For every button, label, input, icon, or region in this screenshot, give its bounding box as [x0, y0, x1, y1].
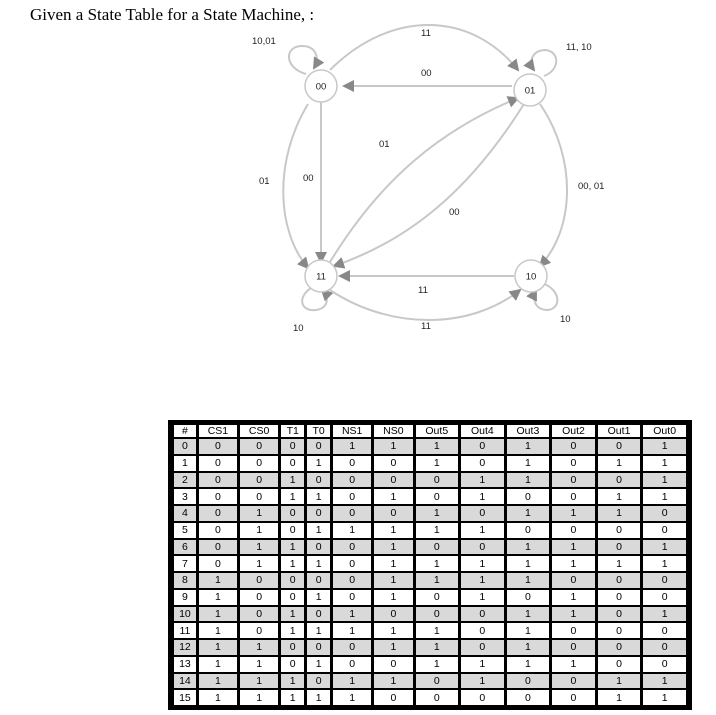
- table-cell: 0: [552, 523, 595, 538]
- table-cell: 1: [552, 590, 595, 605]
- table-cell: 0: [416, 473, 459, 488]
- table-row: [174, 607, 686, 622]
- table-cell: 0: [461, 690, 504, 705]
- label-arc-00-01: 11: [421, 28, 431, 39]
- table-cell: 1: [281, 674, 304, 689]
- table-cell: 1: [552, 657, 595, 672]
- table-cell: 0: [552, 623, 595, 638]
- table-cell: 1: [307, 489, 330, 504]
- table-cell: 0: [307, 607, 330, 622]
- edge-01-to-11: [334, 104, 524, 266]
- table-cell: 1: [199, 657, 237, 672]
- table-cell: 1: [643, 690, 686, 705]
- table-cell: 1: [461, 523, 504, 538]
- table-cell: 0: [307, 640, 330, 655]
- label-diag-01-11: 00: [449, 207, 460, 218]
- table-cell: 1: [416, 573, 459, 588]
- table-cell: 0: [643, 657, 686, 672]
- table-cell: 0: [643, 573, 686, 588]
- table-cell: 0: [333, 473, 371, 488]
- table-cell: 0: [598, 607, 641, 622]
- table-cell: 0: [199, 523, 237, 538]
- table-cell: 0: [461, 607, 504, 622]
- table-cell: 0: [199, 540, 237, 555]
- table-cell: 8: [174, 573, 196, 588]
- table-cell: 0: [598, 640, 641, 655]
- table-row: [174, 674, 686, 689]
- table-cell: 3: [174, 489, 196, 504]
- table-row: [174, 556, 686, 571]
- table-cell: 0: [374, 657, 412, 672]
- table-cell: 0: [416, 489, 459, 504]
- self-loop-01: [531, 50, 556, 76]
- table-cell: 1: [307, 623, 330, 638]
- table-cell: 1: [643, 607, 686, 622]
- table-cell: 1: [174, 456, 196, 471]
- table-cell: 0: [643, 623, 686, 638]
- label-diag-11-01: 01: [379, 139, 390, 150]
- table-cell: 1: [307, 657, 330, 672]
- table-cell: 1: [598, 674, 641, 689]
- table-cell: 0: [416, 540, 459, 555]
- table-cell: 0: [199, 456, 237, 471]
- table-cell: 7: [174, 556, 196, 571]
- table-cell: 1: [416, 657, 459, 672]
- table-cell: 1: [461, 489, 504, 504]
- table-cell: 5: [174, 523, 196, 538]
- table-cell: 0: [552, 489, 595, 504]
- table-cell: 0: [643, 640, 686, 655]
- table-cell: 1: [461, 556, 504, 571]
- table-cell: 0: [281, 640, 304, 655]
- table-cell: 0: [333, 573, 371, 588]
- table-cell: 1: [281, 623, 304, 638]
- table-cell: 1: [507, 556, 550, 571]
- table-cell: 0: [598, 623, 641, 638]
- table-cell: 0: [552, 573, 595, 588]
- table-cell: 1: [598, 489, 641, 504]
- label-line-10-11: 11: [418, 285, 428, 296]
- label-arc-01-10: 00, 01: [578, 181, 605, 192]
- table-row: [174, 640, 686, 655]
- table-cell: 1: [240, 640, 278, 655]
- table-cell: 1: [374, 439, 412, 454]
- table-cell: 0: [281, 590, 304, 605]
- table-cell: 1: [461, 657, 504, 672]
- table-cell: 1: [307, 690, 330, 705]
- label-arc-00-11: 01: [259, 176, 270, 187]
- table-cell: 1: [374, 523, 412, 538]
- label-arc-11-10: 11: [421, 321, 431, 332]
- table-cell: 0: [281, 657, 304, 672]
- table-cell: 1: [240, 657, 278, 672]
- table-cell: 1: [333, 523, 371, 538]
- table-cell: 0: [643, 523, 686, 538]
- table-cell: 1: [643, 556, 686, 571]
- table-cell: 0: [507, 674, 550, 689]
- table-cell: 1: [416, 506, 459, 521]
- table-cell: 0: [199, 506, 237, 521]
- table-cell: 0: [552, 690, 595, 705]
- table-cell: 0: [598, 523, 641, 538]
- table-cell: 1: [416, 640, 459, 655]
- header-out5: Out5: [416, 425, 459, 437]
- table-row: [174, 473, 686, 488]
- state-01: [514, 74, 546, 106]
- table-cell: 1: [598, 556, 641, 571]
- table-cell: 1: [461, 473, 504, 488]
- table-cell: 1: [240, 506, 278, 521]
- table-cell: 1: [598, 456, 641, 471]
- table-cell: 1: [333, 439, 371, 454]
- table-cell: 0: [461, 540, 504, 555]
- arc-00-to-11: [283, 104, 308, 268]
- table-cell: 0: [416, 674, 459, 689]
- header-ns0: NS0: [374, 425, 412, 437]
- table-cell: 0: [552, 473, 595, 488]
- table-cell: 0: [307, 573, 330, 588]
- table-cell: 1: [643, 489, 686, 504]
- table-cell: 1: [416, 456, 459, 471]
- header-cs0: CS0: [240, 425, 278, 437]
- table-cell: 1: [598, 506, 641, 521]
- table-cell: 0: [598, 657, 641, 672]
- header-out4: Out4: [461, 425, 504, 437]
- table-cell: 0: [461, 439, 504, 454]
- table-cell: 0: [643, 506, 686, 521]
- table-cell: 0: [333, 456, 371, 471]
- table-cell: 12: [174, 640, 196, 655]
- table-cell: 1: [374, 640, 412, 655]
- table-cell: 1: [240, 540, 278, 555]
- table-cell: 1: [643, 540, 686, 555]
- table-cell: 1: [199, 590, 237, 605]
- state-10: [515, 260, 547, 292]
- table-cell: 1: [199, 573, 237, 588]
- table-row: [174, 657, 686, 672]
- header-t1: T1: [281, 425, 304, 437]
- table-cell: 1: [643, 674, 686, 689]
- table-cell: 11: [174, 623, 196, 638]
- table-row: [174, 590, 686, 605]
- self-loop-00: [289, 46, 317, 74]
- table-cell: 0: [507, 489, 550, 504]
- table-row: [174, 523, 686, 538]
- table-cell: 1: [416, 439, 459, 454]
- table-cell: 1: [643, 473, 686, 488]
- table-cell: 0: [281, 573, 304, 588]
- state-10-label: 10: [525, 271, 537, 283]
- table-cell: 0: [333, 640, 371, 655]
- table-cell: 1: [461, 573, 504, 588]
- table-cell: 1: [374, 556, 412, 571]
- table-cell: 0: [598, 439, 641, 454]
- table-row: [174, 489, 686, 504]
- table-cell: 1: [199, 640, 237, 655]
- table-cell: 1: [281, 607, 304, 622]
- state-01-label: 01: [524, 85, 536, 97]
- table-cell: 6: [174, 540, 196, 555]
- label-self-00: 10,01: [252, 36, 276, 47]
- table-cell: 1: [199, 607, 237, 622]
- table-body: [174, 439, 686, 705]
- table-cell: 1: [374, 489, 412, 504]
- table-cell: 1: [461, 674, 504, 689]
- table-cell: 0: [240, 489, 278, 504]
- header-ns1: NS1: [333, 425, 371, 437]
- table-cell: 0: [507, 590, 550, 605]
- table-cell: 1: [507, 439, 550, 454]
- table-cell: 1: [281, 556, 304, 571]
- table-cell: 0: [333, 489, 371, 504]
- table-cell: 14: [174, 674, 196, 689]
- table-cell: 0: [598, 473, 641, 488]
- table-cell: 0: [461, 456, 504, 471]
- table-cell: 0: [240, 623, 278, 638]
- table-cell: 1: [240, 674, 278, 689]
- table-cell: 0: [461, 623, 504, 638]
- table-cell: 0: [374, 456, 412, 471]
- table-cell: 0: [307, 506, 330, 521]
- table-cell: 1: [552, 506, 595, 521]
- table-cell: 0: [374, 506, 412, 521]
- table-cell: 0: [199, 439, 237, 454]
- table-cell: 9: [174, 590, 196, 605]
- table-cell: 1: [199, 674, 237, 689]
- table-cell: 0: [374, 607, 412, 622]
- table-cell: 0: [199, 556, 237, 571]
- table-cell: 0: [598, 590, 641, 605]
- header-t0: T0: [307, 425, 330, 437]
- table-cell: 1: [552, 607, 595, 622]
- table-cell: 0: [416, 690, 459, 705]
- table-cell: 0: [281, 523, 304, 538]
- table-cell: 1: [507, 607, 550, 622]
- state-table-frame: [168, 420, 692, 710]
- table-cell: 13: [174, 657, 196, 672]
- table-cell: 1: [461, 590, 504, 605]
- table-cell: 0: [307, 540, 330, 555]
- table-cell: 15: [174, 690, 196, 705]
- table-cell: 0: [507, 690, 550, 705]
- table-cell: 1: [307, 456, 330, 471]
- table-cell: 0: [240, 473, 278, 488]
- table-cell: 0: [199, 473, 237, 488]
- table-cell: 1: [281, 489, 304, 504]
- label-self-11: 10: [293, 323, 304, 334]
- state-table: [171, 423, 689, 707]
- table-cell: 0: [333, 506, 371, 521]
- label-arc-01-00: 00: [421, 68, 432, 79]
- table-cell: 1: [199, 623, 237, 638]
- header-index: #: [174, 425, 196, 437]
- label-self-01: 11, 10: [566, 42, 592, 53]
- table-row: [174, 456, 686, 471]
- table-cell: 0: [507, 523, 550, 538]
- table-cell: 0: [333, 590, 371, 605]
- table-cell: 0: [281, 456, 304, 471]
- table-cell: 0: [174, 439, 196, 454]
- table-cell: 0: [240, 573, 278, 588]
- table-cell: 1: [281, 690, 304, 705]
- table-cell: 1: [507, 623, 550, 638]
- table-cell: 0: [461, 640, 504, 655]
- state-11-label: 11: [316, 271, 326, 283]
- table-cell: 10: [174, 607, 196, 622]
- table-cell: 1: [507, 640, 550, 655]
- table-cell: 1: [281, 540, 304, 555]
- table-cell: 0: [333, 657, 371, 672]
- arc-01-to-10: [540, 104, 567, 266]
- table-row: [174, 690, 686, 705]
- table-cell: 1: [552, 540, 595, 555]
- table-cell: 1: [199, 690, 237, 705]
- table-cell: 0: [240, 456, 278, 471]
- table-cell: 1: [307, 556, 330, 571]
- table-cell: 2: [174, 473, 196, 488]
- table-cell: 0: [552, 456, 595, 471]
- table-row: [174, 540, 686, 555]
- header-out0: Out0: [643, 425, 686, 437]
- header-cs1: CS1: [199, 425, 237, 437]
- table-cell: 1: [281, 473, 304, 488]
- label-self-10: 10: [560, 314, 571, 325]
- table-cell: 0: [552, 640, 595, 655]
- table-cell: 1: [240, 523, 278, 538]
- table-cell: 1: [374, 674, 412, 689]
- label-line-00-11: 00: [303, 173, 314, 184]
- table-cell: 1: [507, 506, 550, 521]
- state-11: [305, 260, 337, 292]
- table-cell: 0: [374, 690, 412, 705]
- table-row: [174, 439, 686, 454]
- table-cell: 1: [643, 439, 686, 454]
- table-cell: 0: [552, 674, 595, 689]
- state-00: [305, 70, 337, 102]
- problem-heading: Given a State Table for a State Machine, :: [30, 5, 315, 24]
- table-cell: 1: [333, 690, 371, 705]
- header-out1: Out1: [598, 425, 641, 437]
- table-cell: 0: [281, 439, 304, 454]
- table-cell: 0: [281, 506, 304, 521]
- table-header-row: [174, 425, 686, 437]
- table-cell: 1: [374, 573, 412, 588]
- table-cell: 1: [240, 556, 278, 571]
- table-cell: 0: [598, 573, 641, 588]
- table-row: [174, 573, 686, 588]
- table-cell: 1: [374, 623, 412, 638]
- table-cell: 0: [240, 590, 278, 605]
- table-cell: 1: [552, 556, 595, 571]
- table-cell: 0: [416, 590, 459, 605]
- table-cell: 0: [552, 439, 595, 454]
- header-out2: Out2: [552, 425, 595, 437]
- table-cell: 1: [240, 690, 278, 705]
- table-cell: 0: [333, 556, 371, 571]
- table-cell: 0: [307, 439, 330, 454]
- table-cell: 0: [240, 439, 278, 454]
- table-cell: 1: [507, 473, 550, 488]
- table-cell: 0: [333, 540, 371, 555]
- table-cell: 0: [598, 540, 641, 555]
- table-cell: 0: [416, 607, 459, 622]
- table-cell: 1: [333, 623, 371, 638]
- table-cell: 0: [374, 473, 412, 488]
- table-cell: 1: [307, 523, 330, 538]
- table-cell: 1: [416, 556, 459, 571]
- table-cell: 1: [333, 607, 371, 622]
- table-cell: 1: [507, 657, 550, 672]
- edge-11-to-01: [330, 98, 518, 262]
- state-00-label: 00: [315, 81, 327, 93]
- table-cell: 1: [416, 623, 459, 638]
- table-cell: 4: [174, 506, 196, 521]
- table-cell: 1: [598, 690, 641, 705]
- table-cell: 1: [507, 540, 550, 555]
- table-cell: 0: [307, 473, 330, 488]
- table-cell: 1: [507, 573, 550, 588]
- table-cell: 0: [307, 674, 330, 689]
- table-cell: 0: [461, 506, 504, 521]
- table-cell: 0: [643, 590, 686, 605]
- header-out3: Out3: [507, 425, 550, 437]
- table-cell: 1: [307, 590, 330, 605]
- table-cell: 1: [416, 523, 459, 538]
- table-cell: 1: [374, 540, 412, 555]
- table-cell: 1: [643, 456, 686, 471]
- table-cell: 0: [199, 489, 237, 504]
- table-row: [174, 506, 686, 521]
- table-row: [174, 623, 686, 638]
- table-cell: 1: [374, 590, 412, 605]
- table-cell: 1: [507, 456, 550, 471]
- table-cell: 1: [333, 674, 371, 689]
- table-cell: 0: [240, 607, 278, 622]
